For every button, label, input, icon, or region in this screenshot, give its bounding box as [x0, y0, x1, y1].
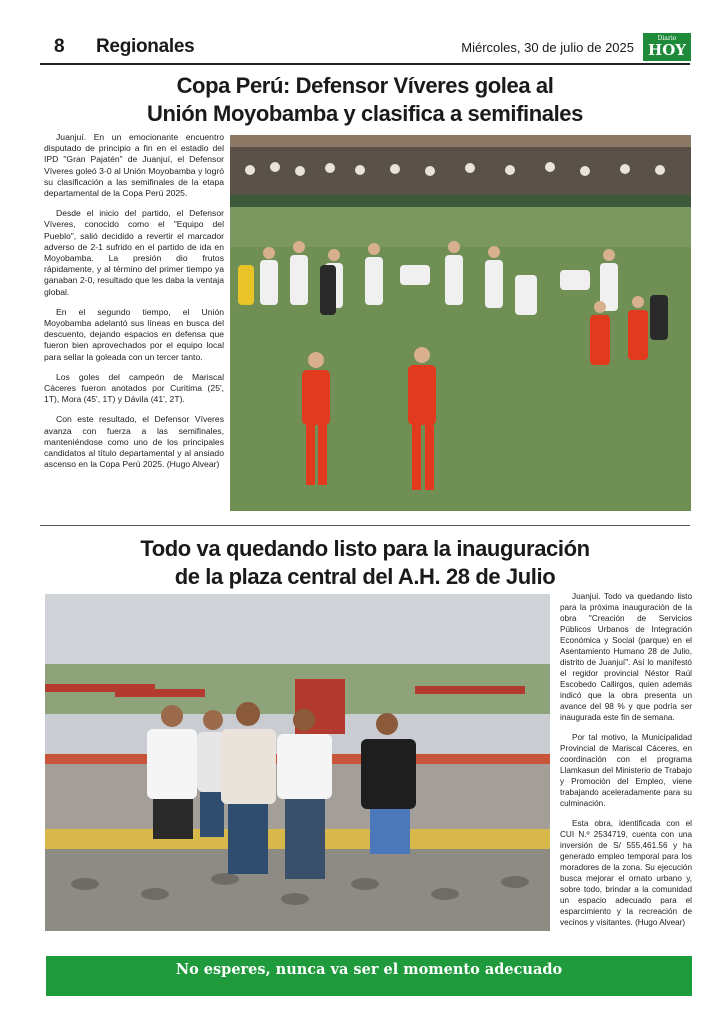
article2-body [560, 591, 692, 937]
article1-paragraph: En el segundo tiempo, el Unión Moyobamba adelantó sus líneas en busca del descuento, dejando espacios en defensa que fueron bien aprovechados por el equipo local para sellar la goleada con un tercer tanto. [44, 306, 224, 362]
article1-paragraph: Los goles del campeón de Mariscal Cáceres fueron anotados por Curitima (25', 1T), Mora (45', 1T) y Dávila (41', 2T). [44, 371, 224, 405]
article2-headline-line1: Todo va quedando listo para la inauguración [140, 536, 590, 561]
article2-paragraph: Por tal motivo, la Municipalidad Provincial de Mariscal Cáceres, en coordinación con el programa Llamkasun del Ministerio de Trabajo y Promoción del Empleo, viene trabajando aceleradamente para su culminación. [560, 733, 692, 808]
article1-paragraph: Juanjuí. En un emocionante encuentro disputado de principio a fin en el estadio del IPD "Gran Pajatén" de Juanjuí, el Defensor Víveres goleó 3-0 al Unión Moyobamba y logró su clasificación a las semifinales de la etapa departamental de la Copa Perú 2025. [44, 132, 224, 199]
article1-headline-line1: Copa Perú: Defensor Víveres golea al [176, 73, 554, 98]
article1-paragraph: Desde el inicio del partido, el Defensor Víveres, conocido como el "Equipo del Pueblo", salió decidido a revertir el marcador adverso de 2-1 sufrido en el partido de ida en Moyobamba. La presión dio frutos rápidamente, y al término del primer tiempo ya ganaban 2-0, resultado que les daba la ventaja global. [44, 208, 224, 297]
header-rule [40, 63, 690, 65]
article2-paragraph: Esta obra, identificada con el CUI N.º 2534719, cuenta con una inversión de S/ 555,461.56 y ha generado empleo temporal para los moradores de la zona. Su ejecución busca mejorar el ornato urbano y, sobre todo, brindar a la comunidad un espacio adecuado para el esparcimiento y la recreación de vecinos y visitantes. (Hugo Alvear) [560, 819, 692, 927]
section-title: Regionales [96, 36, 195, 57]
logo-small-text: Diario [657, 35, 677, 42]
article1-headline-line2: Unión Moyobamba y clasifica a semifinales [147, 101, 583, 126]
soccer-match-photo [230, 135, 691, 511]
article2-headline [40, 535, 690, 591]
page-number: 8 [54, 36, 65, 57]
logo-big-text: HOY [648, 41, 686, 59]
article-divider [40, 525, 690, 526]
issue-date: Miércoles, 30 de julio de 2025 [461, 40, 634, 55]
article1-headline [40, 72, 690, 128]
motto-banner [46, 956, 692, 996]
article2-paragraph: Juanjuí. Todo va quedando listo para la próxima inauguración de la obra "Creación de Servicios Públicos Urbanos de Integración Económica y Social (parque) en el Asentamiento Humano 28 de Julio, distrito de Juanjuí". Así lo manifestó el regidor provincial Néstor Raúl Escobedo Callirgos, quien además indicó que la obra presenta un avance del 98 % y que podría ser inaugurada este fin de semana. [560, 592, 692, 722]
plaza-photo [45, 594, 550, 931]
motto-text: No esperes, nunca va ser el momento adecuado [175, 961, 563, 978]
article1-body [44, 132, 224, 479]
article2-headline-line2: de la plaza central del A.H. 28 de Julio [174, 564, 556, 589]
article1-paragraph: Con este resultado, el Defensor Víveres avanza con fuerza a las semifinales, manteniéndose como uno de los principales candidatos al título departamental y al ansiado ascenso en la Copa Perú 2025. (Hugo Alvear) [44, 414, 224, 470]
newspaper-logo [643, 33, 691, 61]
